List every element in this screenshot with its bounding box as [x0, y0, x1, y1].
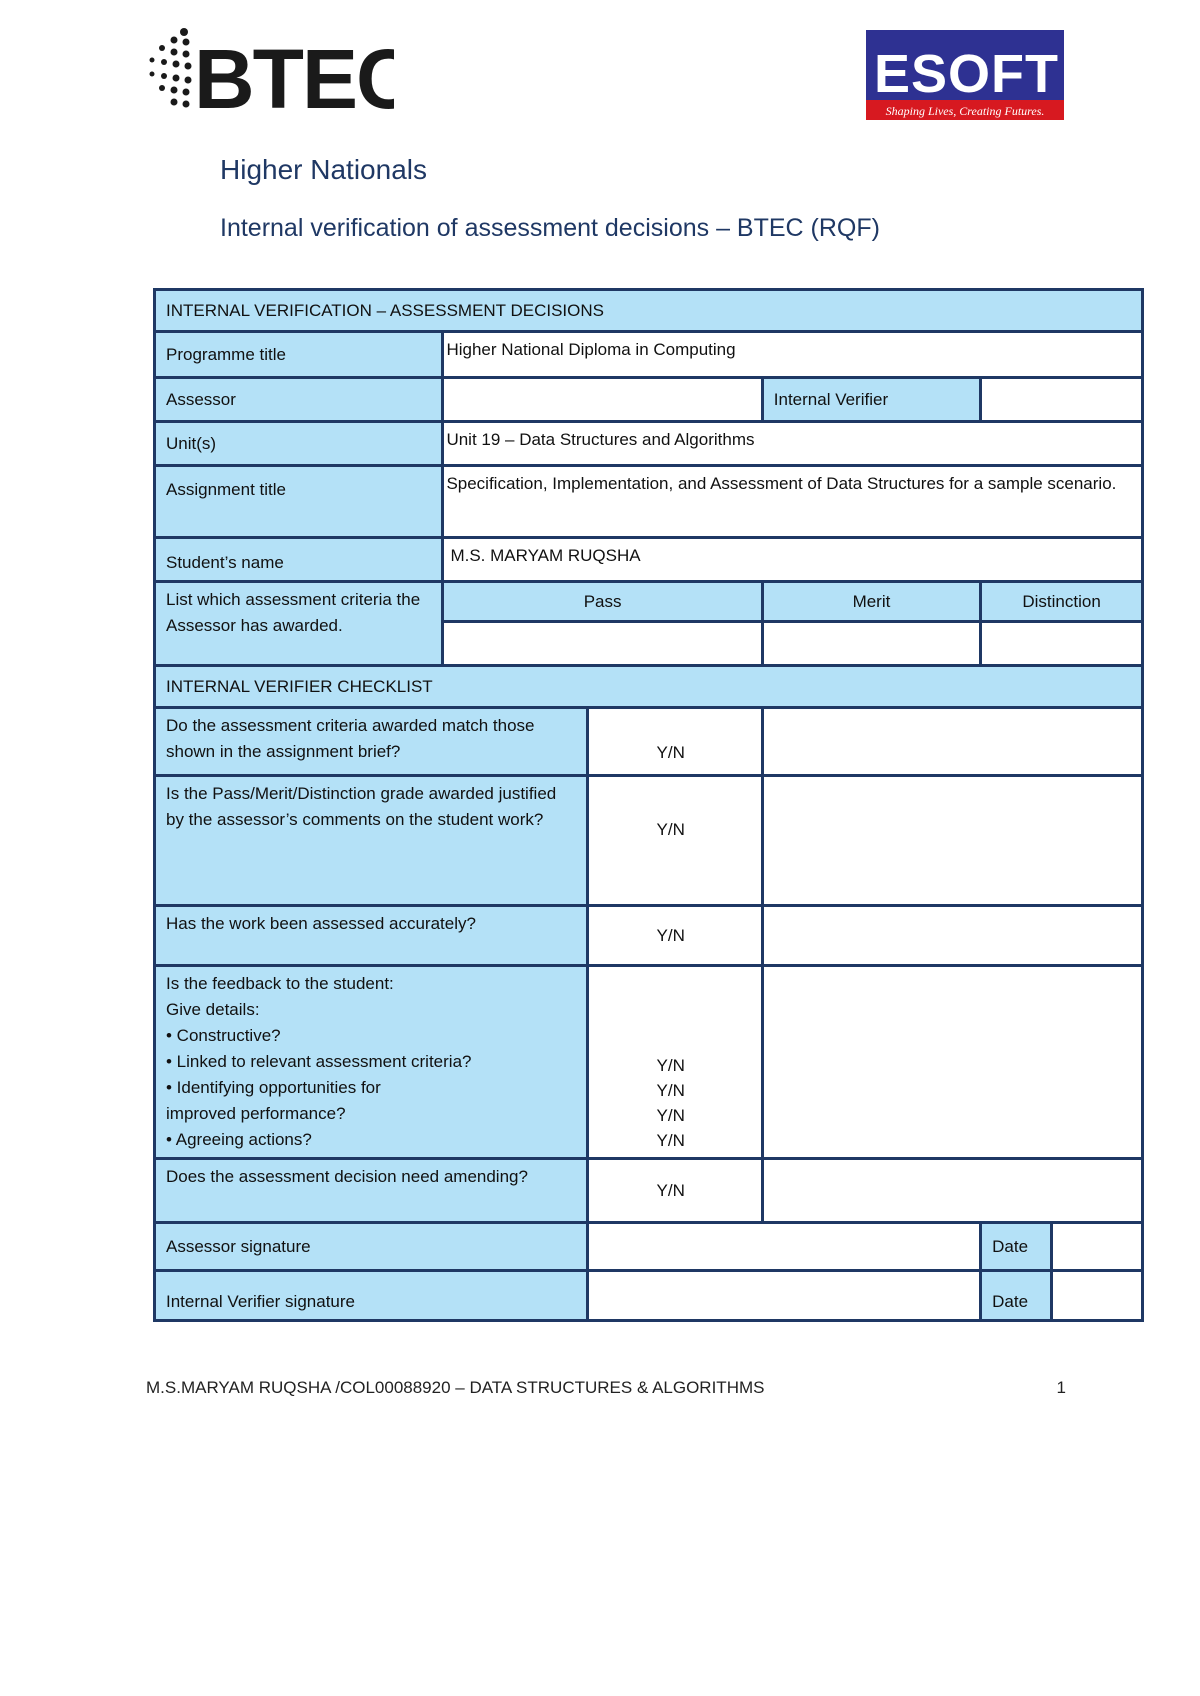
answer-assessed-accurately[interactable]: Y/N [587, 906, 762, 966]
pass-value[interactable] [443, 622, 762, 666]
iv-signature-label: Internal Verifier signature [155, 1271, 588, 1321]
distinction-value[interactable] [981, 622, 1143, 666]
answer-criteria-match[interactable]: Y/N [587, 708, 762, 776]
student-row [155, 538, 1143, 582]
btec-logo [144, 26, 394, 118]
assessor-label: Assessor [155, 378, 443, 422]
assessor-signature-label: Assessor signature [155, 1223, 588, 1271]
btec-logo-text: BTEC [194, 32, 394, 118]
section-header-checklist [155, 666, 1143, 708]
checklist-row [155, 708, 1143, 776]
criteria-label: List which assessment criteria the Assessor has awarded. [155, 582, 443, 666]
esoft-logo [866, 30, 1064, 120]
assignment-label: Assignment title [155, 466, 443, 538]
comment-feedback[interactable] [762, 966, 1142, 1159]
assessor-signature-value[interactable] [587, 1223, 980, 1271]
unit-value[interactable]: Unit 19 – Data Structures and Algorithms [443, 422, 1143, 466]
unit-label: Unit(s) [155, 422, 443, 466]
page-subtitle: Internal verification of assessment decisions – BTEC (RQF) [220, 214, 880, 242]
assessor-row [155, 378, 1143, 422]
comment-criteria-match[interactable] [762, 708, 1142, 776]
iv-date-value[interactable] [1052, 1271, 1143, 1321]
comment-decision-amending[interactable] [762, 1159, 1142, 1223]
checklist-row [155, 776, 1143, 906]
comment-grade-justified[interactable] [762, 776, 1142, 906]
checklist-row [155, 966, 1143, 1159]
answer-feedback[interactable]: Y/N Y/N Y/N Y/N [587, 966, 762, 1159]
pass-label: Pass [443, 582, 762, 622]
distinction-label: Distinction [981, 582, 1143, 622]
assignment-row [155, 466, 1143, 538]
esoft-tagline: Shaping Lives, Creating Futures. [885, 104, 1045, 118]
question-grade-justified: Is the Pass/Merit/Distinction grade awarded justified by the assessor’s comments on the student work? [155, 776, 588, 906]
internal-verifier-label: Internal Verifier [762, 378, 980, 422]
footer-text: M.S.MARYAM RUQSHA /COL00088920 – DATA STRUCTURES & ALGORITHMS [146, 1378, 765, 1397]
assessor-date-value[interactable] [1052, 1223, 1143, 1271]
section-header-assessment [155, 290, 1143, 332]
iv-signature-row [155, 1271, 1143, 1321]
assignment-value[interactable]: Specification, Implementation, and Assessment of Data Structures for a sample scenario. [443, 466, 1143, 538]
comment-assessed-accurately[interactable] [762, 906, 1142, 966]
iv-date-label: Date [981, 1271, 1052, 1321]
iv-signature-value[interactable] [587, 1271, 980, 1321]
programme-value[interactable]: Higher National Diploma in Computing [443, 332, 1143, 378]
question-assessed-accurately: Has the work been assessed accurately? [155, 906, 588, 966]
student-value[interactable]: M.S. MARYAM RUQSHA [443, 538, 1143, 582]
programme-row [155, 332, 1143, 378]
internal-verifier-value[interactable] [981, 378, 1143, 422]
answer-grade-justified[interactable]: Y/N [587, 776, 762, 906]
question-criteria-match: Do the assessment criteria awarded match those shown in the assignment brief? [155, 708, 588, 776]
page-title: Higher Nationals [220, 154, 427, 185]
unit-row [155, 422, 1143, 466]
page-number: 1 [1056, 1378, 1066, 1397]
answer-decision-amending[interactable]: Y/N [587, 1159, 762, 1223]
student-label: Student’s name [155, 538, 443, 582]
section1-title: INTERNAL VERIFICATION – ASSESSMENT DECISIONS [155, 290, 1143, 332]
verification-form [153, 288, 1144, 1322]
assessor-date-label: Date [981, 1223, 1052, 1271]
esoft-logo-text: ESOFT [874, 44, 1060, 104]
merit-label: Merit [762, 582, 980, 622]
section2-title: INTERNAL VERIFIER CHECKLIST [155, 666, 1143, 708]
merit-value[interactable] [762, 622, 980, 666]
assessor-signature-row [155, 1223, 1143, 1271]
criteria-header-row [155, 582, 1143, 622]
page-footer [146, 1378, 1066, 1398]
checklist-row [155, 906, 1143, 966]
programme-label: Programme title [155, 332, 443, 378]
question-feedback: Is the feedback to the student: Give details: • Constructive? • Linked to relevant assessment criteria? • Identifying opportunities for improved performance? • Agreeing actions? [155, 966, 588, 1159]
checklist-row [155, 1159, 1143, 1223]
assessor-value[interactable] [443, 378, 762, 422]
question-decision-amending: Does the assessment decision need amending? [155, 1159, 588, 1223]
